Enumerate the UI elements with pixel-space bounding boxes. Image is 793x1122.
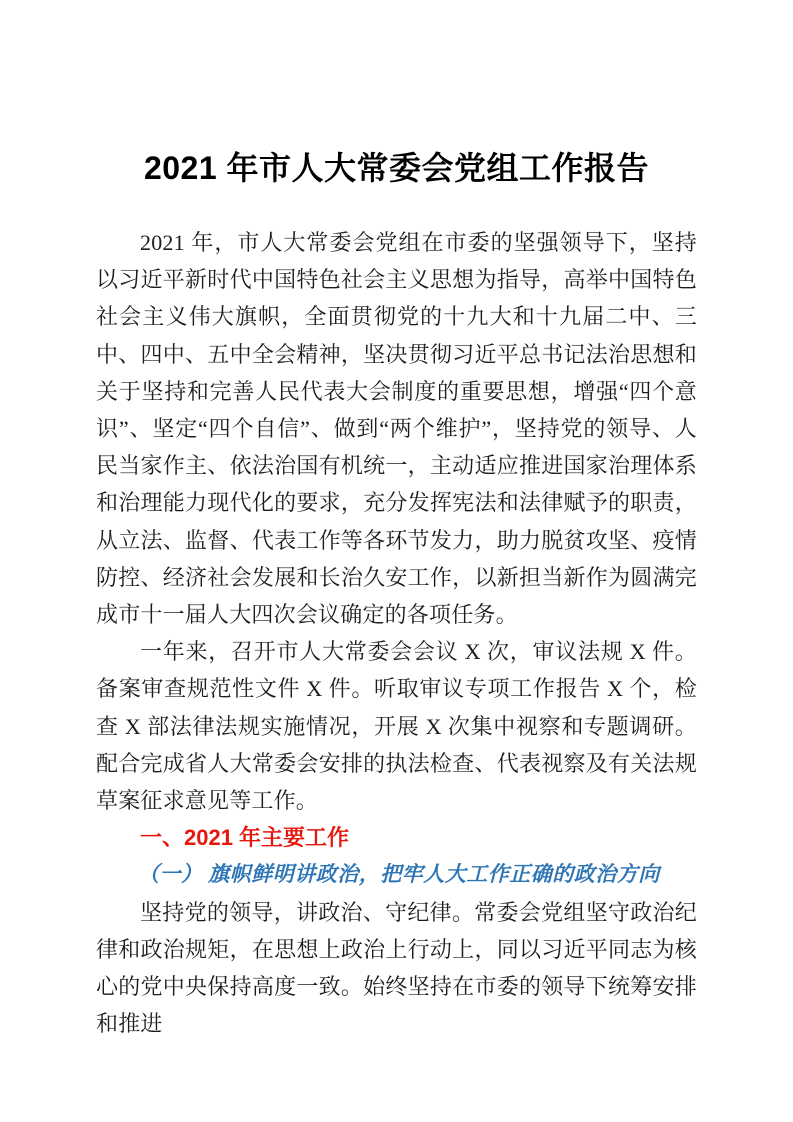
section-heading-main-work: 一、2021 年主要工作 [140,825,350,851]
subsection-heading-politics: （一） 旗帜鲜明讲政治，把牢人大工作正确的政治方向 [138,862,660,887]
summary-paragraph: 一年来，召开市人大常委会会议 X 次，审议法规 X 件。备案审查规范性文件 X 件。听取审议专项工作报告 X 个，检查 X 部法律法规实施情况，开展 X 次集中视察和专题调研。配合完成省人大常委会安排的执法检查、代表视察及有关法规草案征求意见等工作。 [96,639,697,814]
intro-paragraph: 2021 年，市人大常委会党组在市委的坚强领导下，坚持以习近平新时代中国特色社会主义思想为指导，高举中国特色社会主义伟大旗帜，全面贯彻党的十九大和十九届二中、三中、四中、五中全会精神，坚决贯彻习近平总书记法治思想和关于坚持和完善人民代表大会制度的重要思想，增强“四个意识”、坚定“四个自信”、做到“两个维护”，坚持党的领导、人民当家作主、依法治国有机统一，主动适应推进国家治理体系和治理能力现代化的要求，充分发挥宪法和法律赋予的职责，从立法、监督、代表工作等各环节发力，助力脱贫攻坚、疫情防控、经济社会发展和长治久安工作，以新担当新作为圆满完成市十一届人大四次会议确定的各项任务。 [96,230,697,628]
subsection-paragraph-politics: 坚持党的领导，讲政治、守纪律。常委会党组坚守政治纪律和政治规矩，在思想上政治上行动上，同以习近平同志为核心的党中央保持高度一致。始终坚持在市委的领导下统筹安排和推进 [96,899,697,1037]
document-title: 2021 年市人大常委会党组工作报告 [143,150,650,186]
